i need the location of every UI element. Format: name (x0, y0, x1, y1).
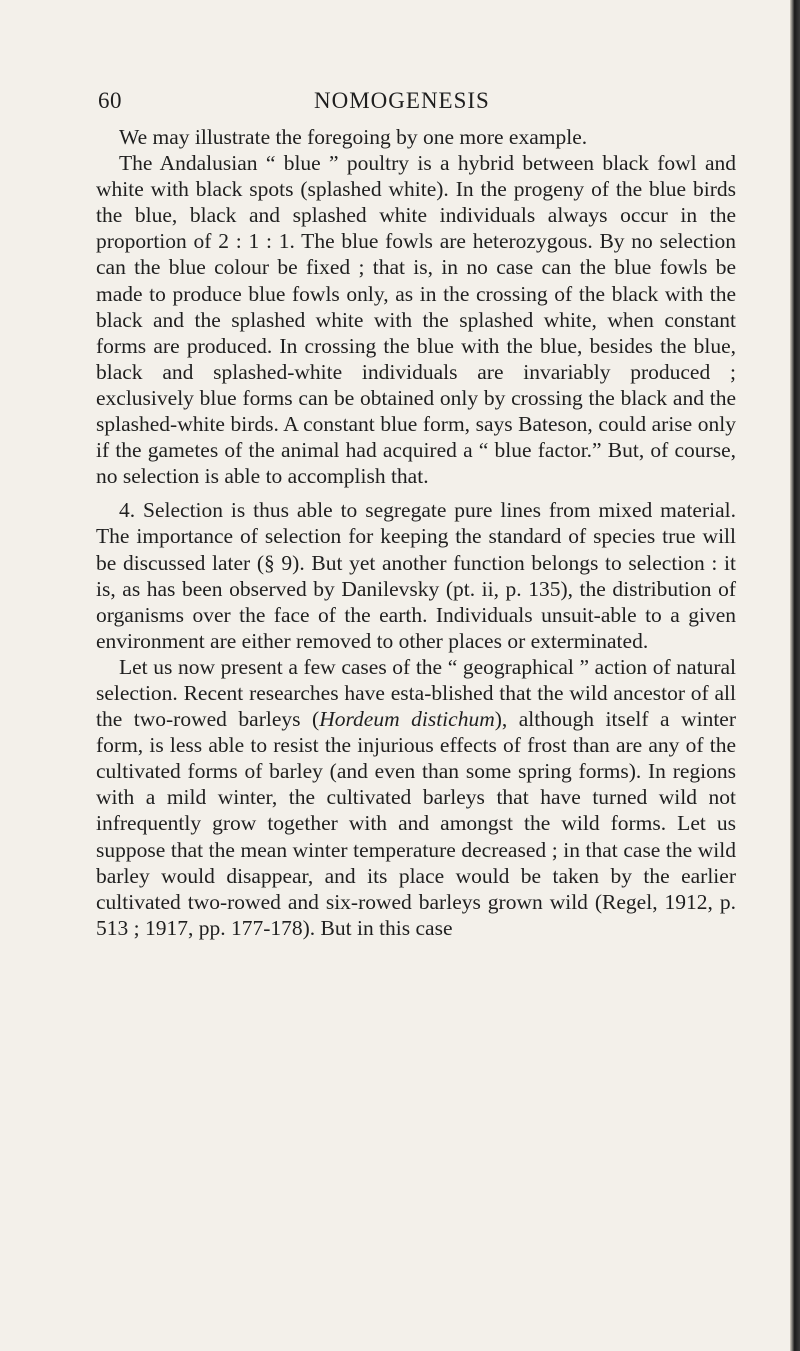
body-text (96, 124, 736, 941)
paragraph-intro: We may illustrate the foregoing by one more example. (119, 125, 588, 149)
page-header (98, 88, 738, 120)
paragraph-text: Let us now present a few cases of the “ geographical ” action of natural selection. Recent researches have esta-blished that the wild ancestor of all the two-rowed barleys ( (96, 654, 736, 732)
paragraph-andalusian-blue: The Andalusian “ blue ” poultry is a hybrid between black fowl and white with black spots (splashed white). In the progeny of the blue birds the blue, black and splashed white individuals always occur in the proportion of 2 : 1 : 1. The blue fowls are heterozygous. By no selection can the blue colour be fixed ; that is, in no case can the blue fowls be made to produce blue fowls only, as in the crossing of the black with the black and the splashed white with the splashed white, when constant forms are produced. In crossing the blue with the blue, besides the blue, black and splashed-white individuals are invariably produced ; exclusively blue forms can be obtained only by crossing the black and the splashed-white birds. A constant blue form, says Bateson, could arise only if the gametes of the animal had acquired a “ blue factor.” But, of course, no selection is able to accomplish that. (96, 151, 736, 489)
species-name: Hordeum distichum (319, 707, 495, 732)
page-edge (790, 0, 800, 1351)
running-title: NOMOGENESIS (314, 88, 490, 113)
paragraph-text: ), although itself a winter form, is less able to resist the injurious effects of frost than are any of the cultivated forms of barley (and even than some spring forms). In regions with a mild winter, the cultivated barleys that have turned wild not infrequently grow together with and amongst the wild forms. Let us suppose that the mean winter temperature decreased ; in that case the wild barley would disappear, and its place would be taken by the earlier cultivated two-rowed and six-rowed barleys grown wild (Regel, 1912, p. 513 ; 1917, pp. 177-178). But in this case (96, 707, 736, 940)
paragraph-geographical-action (96, 654, 736, 941)
paragraph-section-4: 4. Selection is thus able to segregate pure lines from mixed material. The importance of selection for keeping the standard of species true will be discussed later (§ 9). But yet another function belongs to selection : it is, as has been observed by Danilevsky (pt. ii, p. 135), the distribution of organisms over the face of the earth. Individuals unsuit-able to a given environment are either removed to other places or exterminated. (96, 498, 736, 653)
page-number: 60 (98, 88, 122, 113)
